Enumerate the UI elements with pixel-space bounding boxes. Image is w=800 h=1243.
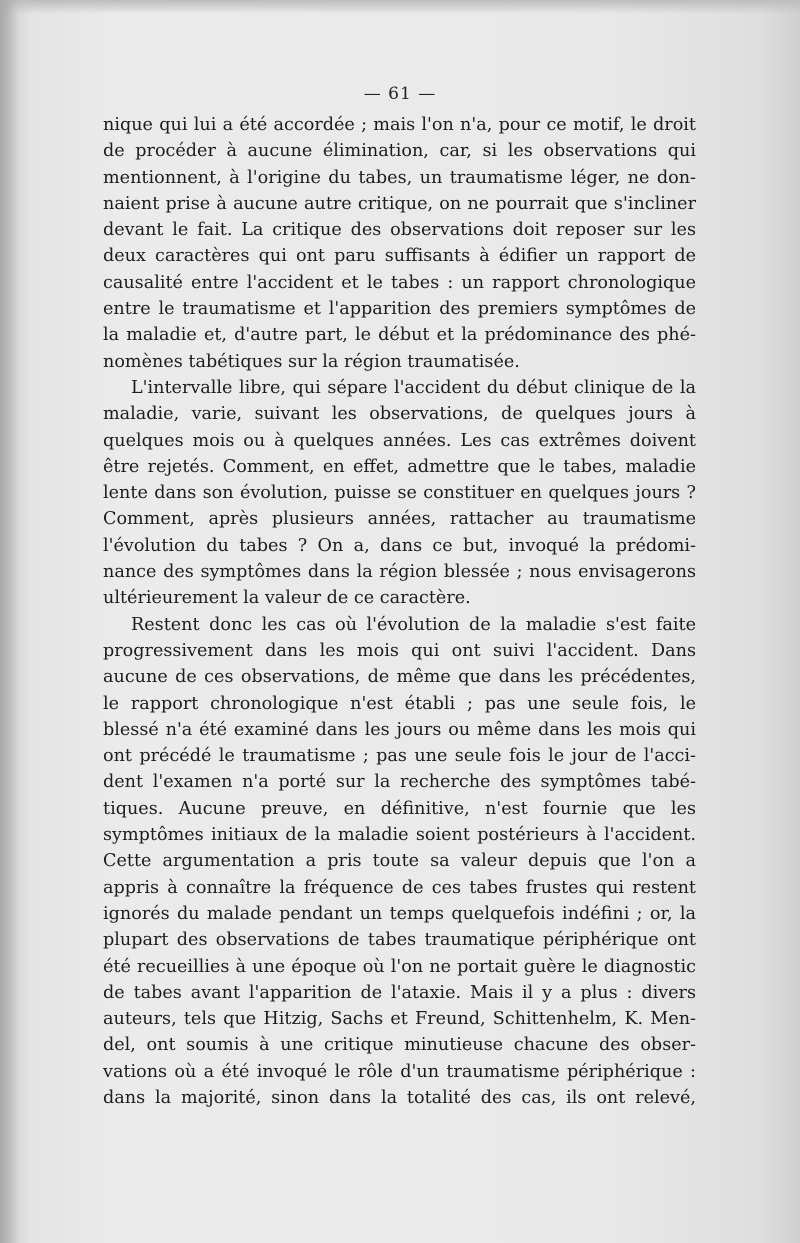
text-line: appris à connaître la fréquence de ces tabes frustes qui restent [103, 877, 696, 898]
text-line: quelques mois ou à quelques années. Les cas extrêmes doivent [103, 430, 696, 451]
text-line: Cette argumentation a pris toute sa valeur depuis que l'on a [103, 851, 696, 872]
body-text [103, 112, 696, 1111]
text-line: Restent donc les cas où l'évolution de la maladie s'est faite [131, 614, 696, 635]
text-line: la maladie et, d'autre part, le début et la prédominance des phé- [103, 325, 696, 346]
text-line: le rapport chronologique n'est établi ; pas une seule fois, le [103, 693, 696, 714]
text-line: blessé n'a été examiné dans les jours ou même dans les mois qui [103, 719, 696, 740]
text-line: deux caractères qui ont paru suffisants à édifier un rapport de [103, 246, 696, 267]
page-number: — 61 — [363, 84, 437, 104]
text-line: de procéder à aucune élimination, car, si les observations qui [103, 141, 696, 162]
text-line: été recueillies à une époque où l'on ne portait guère le diagnostic [103, 956, 696, 977]
text-line: plupart des observations de tabes traumatique périphérique ont [103, 930, 696, 951]
page-top-shadow [0, 0, 800, 14]
text-line: nique qui lui a été accordée ; mais l'on n'a, pour ce motif, le droit [103, 115, 696, 135]
text-line: tiques. Aucune preuve, en définitive, n'est fournie que les [103, 798, 696, 819]
text-line: l'évolution du tabes ? On a, dans ce but, invoqué la prédomi- [103, 535, 696, 556]
text-line: être rejetés. Comment, en effet, admettre que le tabes, maladie [103, 456, 696, 477]
text-line: naient prise à aucune autre critique, on ne pourrait que s'incliner [103, 193, 696, 214]
text-line: Comment, après plusieurs années, rattacher au traumatisme [103, 509, 696, 530]
text-line: ont précédé le traumatisme ; pas une seule fois le jour de l'acci- [103, 746, 696, 767]
text-line: vations où a été invoqué le rôle d'un traumatisme périphérique : [103, 1061, 696, 1082]
text-line: auteurs, tels que Hitzig, Sachs et Freund, Schittenhelm, K. Men- [103, 1009, 696, 1030]
text-line: devant le fait. La critique des observations doit reposer sur les [103, 220, 696, 241]
text-line: de tabes avant l'apparition de l'ataxie. Mais il y a plus : divers [103, 982, 696, 1003]
text-line: entre le traumatisme et l'apparition des premiers symptômes de [103, 299, 696, 320]
text-line: progressivement dans les mois qui ont suivi l'accident. Dans [103, 640, 696, 661]
text-line: ignorés du malade pendant un temps quelquefois indéfini ; or, la [103, 903, 696, 924]
text-line: del, ont soumis à une critique minutieuse chacune des obser- [103, 1035, 696, 1056]
text-line: causalité entre l'accident et le tabes : un rapport chronologique [103, 272, 696, 293]
text-line: mentionnent, à l'origine du tabes, un traumatisme léger, ne don- [103, 167, 696, 188]
text-line: nomènes tabétiques sur la région traumatisée. [103, 351, 520, 372]
text-line: nance des symptômes dans la région blessée ; nous envisagerons [103, 562, 696, 583]
text-line: lente dans son évolution, puisse se constituer en quelques jours ? [103, 483, 696, 504]
text-line: symptômes initiaux de la maladie soient postérieurs à l'accident. [103, 825, 696, 846]
text-line: ultérieurement la valeur de ce caractère. [103, 588, 471, 609]
text-line: aucune de ces observations, de même que dans les précédentes, [103, 667, 696, 688]
text-line: dans la majorité, sinon dans la totalité des cas, ils ont relevé, [103, 1087, 696, 1108]
text-line: L'intervalle libre, qui sépare l'accident du début clinique de la [131, 377, 696, 398]
page-gutter-shadow [0, 0, 18, 1243]
text-line: dent l'examen n'a porté sur la recherche des symptômes tabé- [103, 772, 696, 793]
text-line: maladie, varie, suivant les observations, de quelques jours à [103, 404, 696, 425]
